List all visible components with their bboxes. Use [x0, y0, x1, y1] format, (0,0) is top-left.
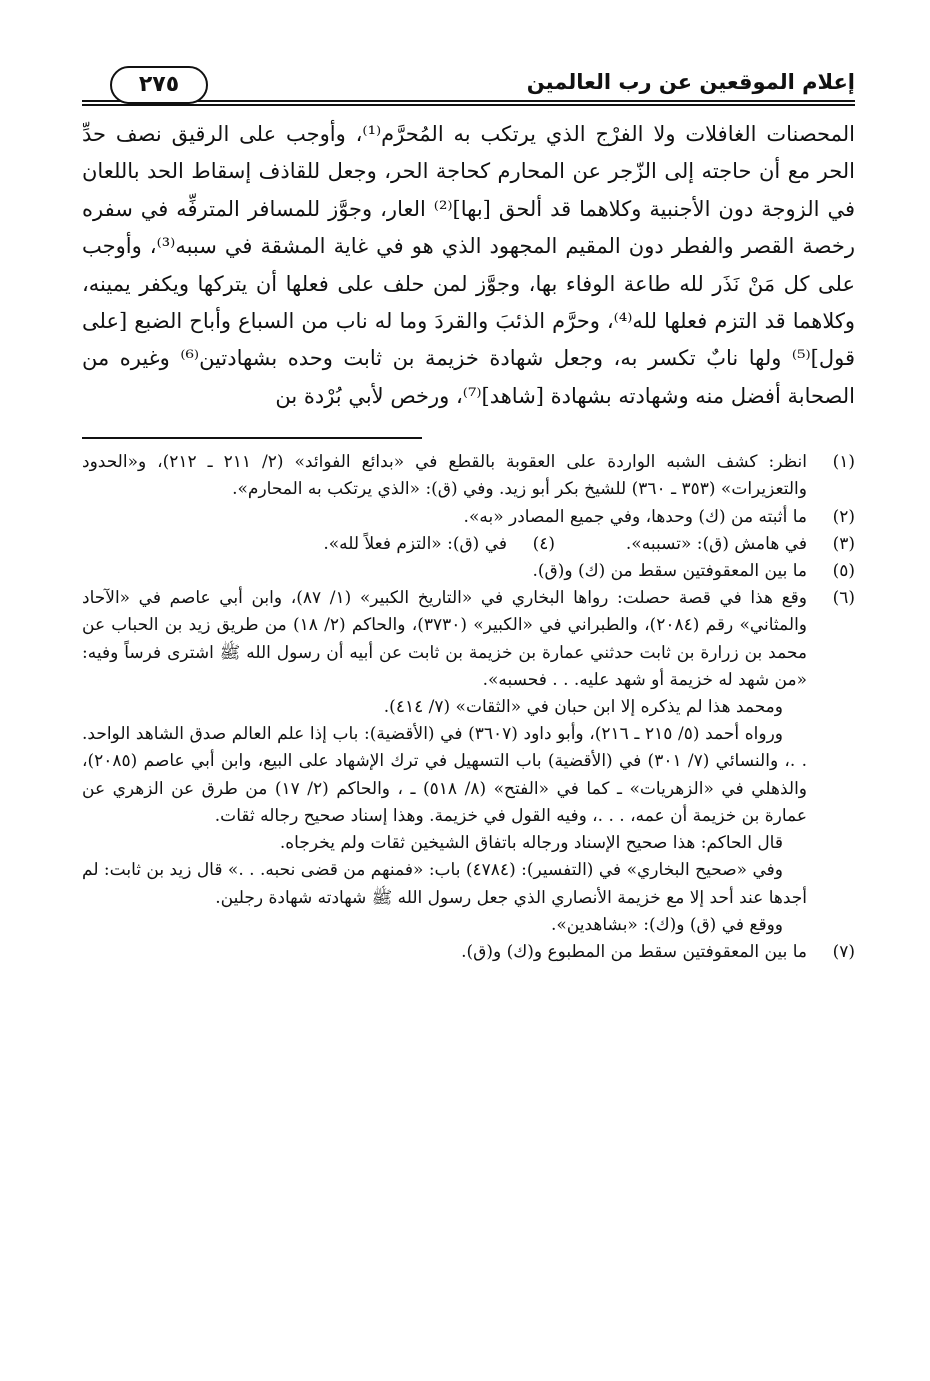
footnote-3 — [555, 531, 855, 558]
footnote-text: انظر: كشف الشبه الواردة على العقوبة بالقطع في «بدائع الفوائد» (٢/ ٢١١ ـ ٢١٢)، و«الحدود والتعزيرات» (٣٥٣ ـ ٣٦٠) للشيخ بكر أبو زيد. وفي (ق): «الذي يرتكب به المحارم». — [82, 452, 807, 500]
footnote-paragraph: قال الحاكم: هذا صحيح الإسناد ورجاله باتفاق الشيخين ثقات ولم يخرجاه. — [279, 833, 783, 854]
footnote-5 — [82, 558, 855, 585]
footnote-1 — [82, 449, 855, 503]
footnote-4 — [255, 531, 555, 558]
page-number-badge: ٢٧٥ — [110, 66, 208, 104]
footnote-text: ما أثبته من (ك) وحدها، وفي جميع المصادر «به». — [463, 506, 807, 527]
footnote-paragraph: ورواه أحمد (٥/ ٢١٥ ـ ٢١٦)، وأبو داود (٣٦٠٧) في (الأقضية): باب إذا علم العالم صدق الشاهد الواحد. . .، والنسائي (٧/ ٣٠١) في (الأقضية) باب التسهيل في ترك الإشهاد على البيع، وابن أبي عاصم (٢٠٨٥)، والذهلي في «الزهريات» ـ كما في «الفتح» (٨/ ٥١٨) ـ ، والحاكم (٢/ ١٧) من طرق عن الزهري عن عمارة بن خزيمة أن عمه، . . .، وفيه القول في خزيمة. وهذا إسناد صحيح رجاله ثقات. — [82, 724, 807, 826]
footnote-paragraph: وقع هذا في قصة حصلت: رواها البخاري في «التاريخ الكبير» (١/ ٨٧)، وابن أبي عاصم في «الآحاد والمثاني» رقم (٢٠٨٤)، والطبراني في «الكبير» (٣٧٣٠)، والحاكم (٢/ ١٨) من طريق زيد بن الحباب عن محمد بن زرارة بن ثابت حدثني عمارة بن خزيمة بن ثابت عن أبيه أن رسول الله ﷺ اشترى فرساً وفيه: «من شهد له خزيمة أو شهد عليه. . . فحسبه». — [82, 588, 807, 690]
footnote-text: في هامش (ق): «تسببه». — [625, 533, 807, 554]
page-header — [82, 62, 855, 106]
footnotes — [82, 449, 855, 966]
footnote-paragraph: ووقع في (ق) و(ك): «بشاهدين». — [550, 914, 783, 935]
footnote-separator — [82, 437, 422, 439]
main-paragraph: المحصنات الغافلات ولا الفرْج الذي يرتكب به المُحرَّم⁽¹⁾، وأوجب على الرقيق نصف حدِّ الحر مع أن حاجته إلى الزّجر عن المحارم كحاجة الحر، وجعل للقاذف إسقاط الحد باللعان في الزوجة دون الأجنبية وكلاهما قد ألحق [بها]⁽²⁾ العار، وجوَّز للمسافر المترفِّه في سفره رخصة القصر والفطر دون المقيم المجهود الذي هو في غاية المشقة في سببه⁽³⁾، وأوجب على كل مَنْ نَذَر لله طاعة الوفاء بها، وجوَّز لمن حلف على فعلها أن يتركها ويكفر يمينه، وكلاهما قد التزم فعلها لله⁽⁴⁾، وحرَّم الذئبَ والقردَ وما له ناب من السباع وأباح الضبع [على قول]⁽⁵⁾ ولها نابٌ تكسر به، وجعل شهادة خزيمة بن ثابت وحده بشهادتين⁽⁶⁾ وغيره من الصحابة أفضل منه وشهادته بشهادة [شاهد]⁽⁷⁾، ورخص لأبي بُرْدة بن — [82, 122, 856, 408]
footnote-number: (١) — [832, 452, 855, 473]
footnote-text: ما بين المعقوفتين سقط من المطبوع و(ك) و(ق). — [461, 941, 807, 962]
running-title: إعلام الموقعين عن رب العالمين — [526, 70, 855, 94]
footnote-number: (٢) — [832, 506, 855, 527]
book-page — [82, 62, 855, 966]
footnote-text — [82, 585, 807, 939]
footnote-text: ما بين المعقوفتين سقط من (ك) و(ق). — [532, 561, 807, 582]
footnote-number: (٦) — [832, 588, 855, 609]
footnote-2 — [82, 504, 855, 531]
footnote-number: (٧) — [832, 941, 855, 962]
footnotes-3-4 — [82, 531, 855, 558]
footnote-text: في (ق): «التزم فعلاً لله». — [323, 533, 507, 554]
footnote-paragraph: وفي «صحيح البخاري» في (التفسير): (٤٧٨٤) باب: «فمنهم من قضى نحبه. . .» قال زيد بن ثابت: لم أجدها عند أحد إلا مع خزيمة الأنصاري الذي جعل رسول الله ﷺ شهادته شهادة رجلين. — [82, 860, 807, 908]
footnote-number: (٤) — [532, 533, 555, 554]
footnote-number: (٥) — [832, 561, 855, 582]
footnote-6 — [82, 585, 855, 939]
footnote-number: (٣) — [832, 533, 855, 554]
footnote-7 — [82, 939, 855, 966]
footnote-paragraph: ومحمد هذا لم يذكره إلا ابن حبان في «الثقات» (٧/ ٤١٤). — [383, 697, 783, 718]
main-text — [82, 116, 855, 415]
